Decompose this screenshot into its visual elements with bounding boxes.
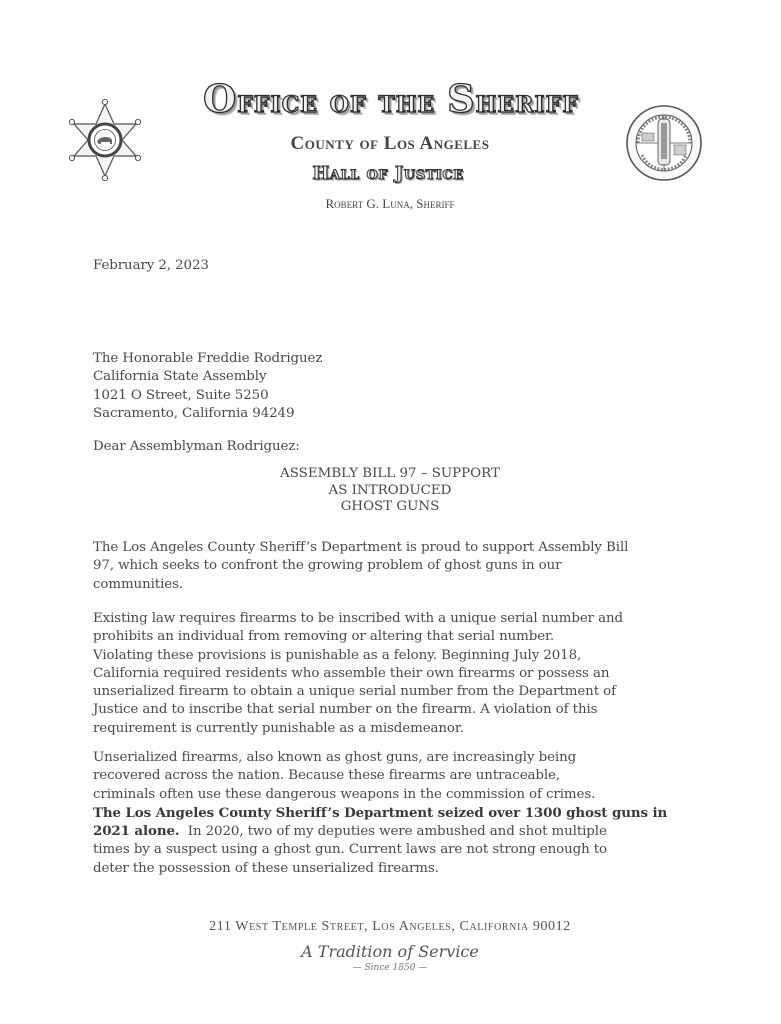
emphasized-statement: The Los Angeles County Sheriff’s Department seized over 1300 ghost guns in (93, 804, 668, 821)
paragraph-3: Unserialized firearms, also known as ghost guns, are increasingly being recovered across the nation. Because these firearms are untraceable, criminals often use these dangerous weapons in the commission of crimes. The Los Angeles County Sheriff’s Department seized over 1300 ghost guns in 2021 alone. In 2020, two of my deputies were ambushed and shot multiple times by a suspect using a ghost gun. Current laws are not strong enough to deter the possession of these unserialized firearms. (93, 749, 693, 878)
subject-block (230, 466, 550, 516)
footer-address: 211 West Temple Street, Los Angeles, California 90012 (209, 919, 571, 934)
letterhead-county: County of Los Angeles (290, 133, 490, 154)
letterhead-title: Office of the Sheriff (203, 76, 579, 121)
sheriff-star-badge-icon (68, 98, 142, 182)
footer-motto: A Tradition of Service (301, 942, 479, 961)
letter-date: February 2, 2023 (93, 258, 209, 273)
emphasized-statement: 2021 alone. (93, 823, 180, 840)
paragraph-1: The Los Angeles County Sheriff’s Department is proud to support Assembly Bill 97, which seeks to confront the growing problem of ghost guns in our communities. (93, 540, 629, 592)
recipient-city: Sacramento, California 94249 (93, 405, 295, 421)
subject-line: AS INTRODUCED (328, 482, 452, 498)
recipient-address (93, 350, 693, 423)
subject-line: GHOST GUNS (340, 499, 440, 514)
salutation: Dear Assemblyman Rodriguez: (93, 439, 300, 454)
paragraph-2: Existing law requires firearms to be inscribed with a unique serial number and prohibits an individual from removing or altering that serial number. Violating these provisions is punishable as a felony. Beginning July 2018, California required residents who assemble their own firearms or possess an unserialized firearm to obtain a unique serial number from the Department of Justice and to inscribe that serial number on the firearm. A violation of this requirement is currently punishable as a misdemeanor. (93, 611, 623, 736)
subject-line: ASSEMBLY BILL 97 – SUPPORT (280, 466, 500, 481)
county-seal-icon (624, 103, 704, 183)
letterhead-building: Hall of Justice (312, 163, 464, 184)
footer-since: — Since 1850 — (352, 963, 428, 973)
recipient-organization: California State Assembly (93, 369, 267, 385)
letterhead-sheriff-name: Robert G. Luna, Sheriff (325, 196, 455, 211)
recipient-street: 1021 O Street, Suite 5250 (93, 387, 269, 403)
recipient-name: The Honorable Freddie Rodriguez (93, 351, 323, 366)
